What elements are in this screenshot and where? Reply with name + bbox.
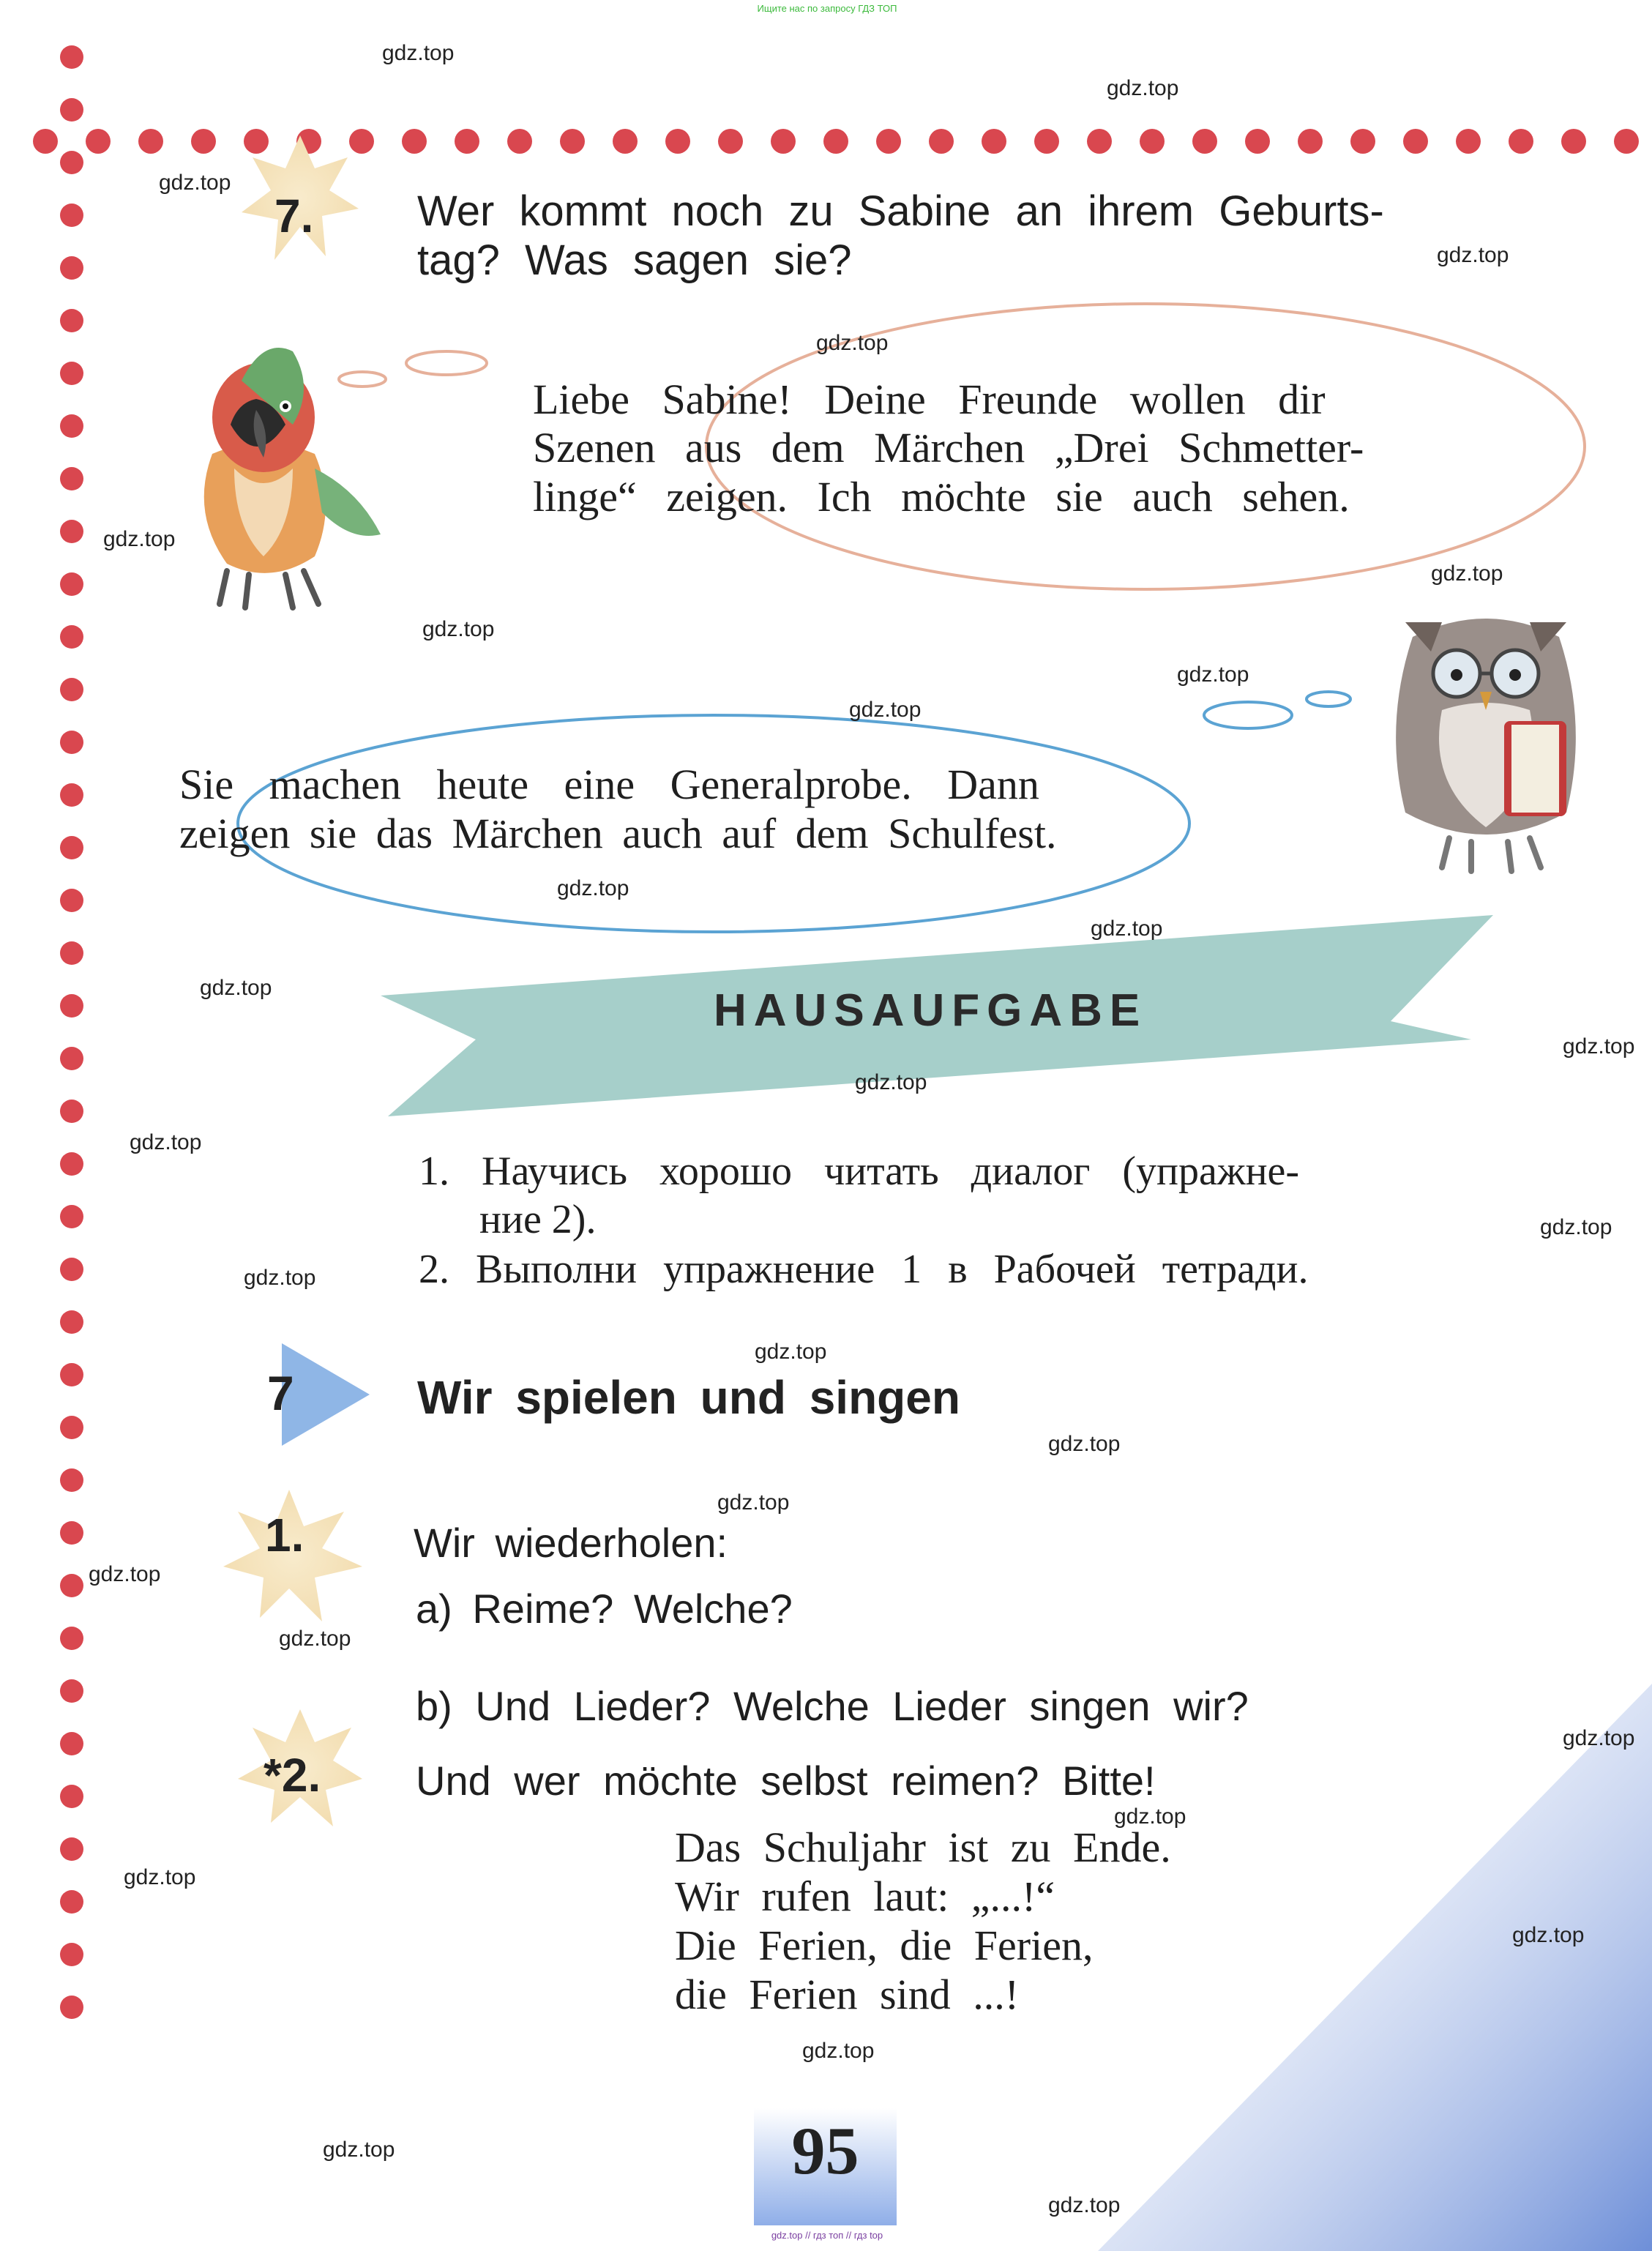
watermark: gdz.top xyxy=(557,876,629,900)
watermark: gdz.top xyxy=(323,2138,395,2162)
watermark: gdz.top xyxy=(1437,243,1509,267)
watermark: gdz.top xyxy=(1048,1432,1121,1456)
watermark: gdz.top xyxy=(1563,1034,1635,1059)
border-dot xyxy=(60,151,83,174)
border-dot xyxy=(60,98,83,122)
border-dot xyxy=(60,572,83,596)
border-dot xyxy=(1509,129,1533,154)
border-dot xyxy=(1298,129,1323,154)
border-dot xyxy=(60,1258,83,1281)
border-dot xyxy=(60,1732,83,1755)
watermark: gdz.top xyxy=(382,41,455,65)
border-dot xyxy=(60,1574,83,1597)
border-dot xyxy=(60,1679,83,1703)
border-dot xyxy=(823,129,848,154)
border-dot xyxy=(982,129,1006,154)
border-dot xyxy=(60,1152,83,1176)
watermark: gdz.top xyxy=(1177,662,1249,687)
owl-bubble-line1 xyxy=(179,760,1259,809)
exercise-2-number: *2. xyxy=(264,1749,321,1802)
watermark: gdz.top xyxy=(1431,561,1503,586)
border-dot xyxy=(60,678,83,701)
watermark: gdz.top xyxy=(755,1340,827,1364)
border-dot xyxy=(60,625,83,649)
exercise-1-intro: Wir wiederholen: xyxy=(414,1520,728,1566)
watermark: gdz.top xyxy=(244,1266,316,1290)
watermark: gdz.top xyxy=(802,2039,875,2063)
border-dot xyxy=(60,783,83,807)
border-dot xyxy=(60,1468,83,1492)
border-dot xyxy=(1614,129,1639,154)
exercise-1-number: 1. xyxy=(265,1509,304,1561)
border-dot xyxy=(1192,129,1217,154)
poem-line-4: die Ferien sind ...! xyxy=(675,1971,1020,2018)
border-dot xyxy=(60,309,83,332)
homework-banner-title: HAUSAUFGABE xyxy=(714,985,1148,1036)
border-dot xyxy=(33,129,58,154)
watermark: gdz.top xyxy=(1512,1923,1585,1947)
owl-bubble-line2: zeigen sie das Märchen auch auf dem Schulfest. xyxy=(179,810,1057,857)
border-dot xyxy=(60,520,83,543)
watermark: gdz.top xyxy=(130,1130,202,1154)
exercise-2-intro: Und wer möchte selbst reimen? Bitte! xyxy=(416,1758,1156,1804)
owl-illustration xyxy=(1361,593,1610,886)
border-dot xyxy=(60,414,83,438)
border-dot xyxy=(138,129,163,154)
border-dot xyxy=(60,1205,83,1228)
watermark: gdz.top xyxy=(1114,1804,1186,1829)
exercise-7-number: 7. xyxy=(274,190,314,242)
homework-item-1-line1 xyxy=(419,1148,1526,1195)
border-dot xyxy=(60,1996,83,2019)
watermark: gdz.top xyxy=(1107,76,1179,100)
border-dot xyxy=(613,129,638,154)
page-number: 95 xyxy=(791,2113,859,2188)
exercise-1-b: b) Und Lieder? Welche Lieder singen wir? xyxy=(416,1683,1249,1729)
section-title: Wir spielen und singen xyxy=(417,1371,960,1424)
bottom-banner: gdz.top // гдз топ // гдз top xyxy=(771,2230,883,2241)
homework-item-1-line2: ние 2). xyxy=(479,1197,597,1242)
border-dot xyxy=(876,129,901,154)
border-dot xyxy=(1245,129,1270,154)
border-dot xyxy=(1561,129,1586,154)
border-dot xyxy=(60,889,83,912)
border-dot xyxy=(60,1047,83,1070)
border-dot xyxy=(60,256,83,280)
corner-gradient xyxy=(1098,1684,1652,2251)
parrot-bubble-line1 xyxy=(533,375,1518,424)
border-dot xyxy=(60,1785,83,1808)
border-dot xyxy=(929,129,954,154)
top-banner: Ищите нас по запросу ГДЗ ТОП xyxy=(757,3,897,14)
poem-line-3: Die Ferien, die Ferien, xyxy=(675,1922,1094,1969)
border-dot xyxy=(60,1943,83,1966)
border-dot xyxy=(86,129,111,154)
parrot-bubble-line2: Szenen aus dem Märchen „Drei Schmetter- xyxy=(533,424,1364,471)
homework-item-1-text: 1. Научись хорошо читать диалог (упражне- xyxy=(419,1149,1300,1194)
poem-line-2: Wir rufen laut: „...!“ xyxy=(675,1873,1055,1920)
border-dot xyxy=(560,129,585,154)
exercise-7-question-text: Wer kommt noch zu Sabine an ihrem Geburts- xyxy=(417,187,1384,235)
watermark: gdz.top xyxy=(159,171,231,195)
border-dot xyxy=(771,129,796,154)
border-dot xyxy=(1087,129,1112,154)
border-dot xyxy=(60,467,83,490)
border-dot xyxy=(191,129,216,154)
exercise-1-a: a) Reime? Welche? xyxy=(416,1586,793,1632)
border-dot xyxy=(1350,129,1375,154)
watermark: gdz.top xyxy=(103,527,176,551)
border-dot xyxy=(1456,129,1481,154)
watermark: gdz.top xyxy=(89,1562,161,1586)
watermark: gdz.top xyxy=(200,976,272,1000)
parrot-bubble-text-1: Liebe Sabine! Deine Freunde wollen dir xyxy=(533,376,1326,423)
border-dot xyxy=(60,1837,83,1861)
border-dot xyxy=(60,1416,83,1439)
exercise-7-question-line2: tag? Was sagen sie? xyxy=(417,236,852,284)
border-dot xyxy=(1034,129,1059,154)
exercise-7-question-line1 xyxy=(417,187,1526,236)
border-dot xyxy=(60,362,83,385)
border-dot xyxy=(402,129,427,154)
homework-item-2: 2. Выполни упражнение 1 в Рабочей тетради. xyxy=(419,1247,1309,1292)
border-dot xyxy=(60,1363,83,1386)
border-dot xyxy=(718,129,743,154)
border-dot xyxy=(60,994,83,1018)
watermark: gdz.top xyxy=(816,331,889,355)
border-dot xyxy=(1140,129,1165,154)
watermark: gdz.top xyxy=(1048,2193,1121,2217)
border-dot xyxy=(60,1627,83,1650)
border-dot xyxy=(60,836,83,859)
border-dot xyxy=(60,731,83,754)
watermark: gdz.top xyxy=(124,1865,196,1889)
parrot-bubble-line3: linge“ zeigen. Ich möchte sie auch sehen. xyxy=(533,473,1350,520)
border-dot xyxy=(60,1310,83,1334)
owl-bubble-text-1: Sie machen heute eine Generalprobe. Dann xyxy=(179,761,1039,808)
watermark: gdz.top xyxy=(422,617,495,641)
border-dot xyxy=(665,129,690,154)
watermark: gdz.top xyxy=(849,698,922,722)
watermark: gdz.top xyxy=(855,1070,927,1094)
watermark: gdz.top xyxy=(279,1627,351,1651)
section-number: 7 xyxy=(267,1366,294,1420)
watermark: gdz.top xyxy=(1540,1215,1612,1239)
border-dot xyxy=(60,1100,83,1123)
border-dot xyxy=(1403,129,1428,154)
border-dot xyxy=(60,45,83,69)
border-dot xyxy=(60,941,83,965)
watermark: gdz.top xyxy=(1091,917,1163,941)
border-dot xyxy=(455,129,479,154)
poem-line-1: Das Schuljahr ist zu Ende. xyxy=(675,1823,1171,1871)
watermark: gdz.top xyxy=(717,1490,790,1515)
watermark: gdz.top xyxy=(1563,1726,1635,1750)
border-dot xyxy=(507,129,532,154)
border-dot xyxy=(60,1521,83,1545)
border-dot xyxy=(60,1890,83,1914)
border-dot xyxy=(60,204,83,227)
